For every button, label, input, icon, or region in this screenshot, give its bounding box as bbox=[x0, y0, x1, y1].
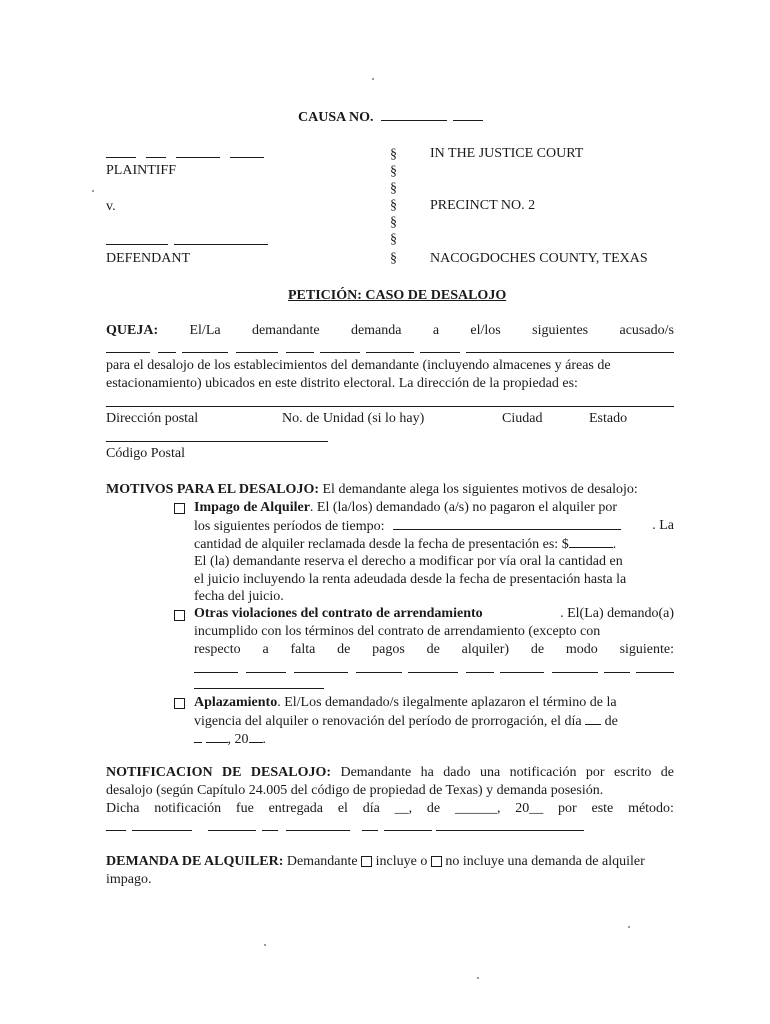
section-mark: § bbox=[390, 215, 397, 230]
speck bbox=[264, 944, 266, 946]
nonpayment-line-4: El (la) demandante reserva el derecho a modificar por vía oral la cantidad en bbox=[194, 554, 623, 569]
notice-line-3: Dicha notificación fue entregada el día __, de ______, 20__ por este método: bbox=[106, 801, 674, 816]
nonpayment-line-5: el juicio incluyendo la renta adeudada desde la fecha de presentación hasta la bbox=[194, 572, 627, 587]
complaint-line-3: estacionamiento) ubicados en este distrito electoral. La dirección de la propiedad es: bbox=[106, 376, 578, 391]
plaintiff-label: PLAINTIFF bbox=[106, 163, 177, 178]
rent-claim-line-1: DEMANDA DE ALQUILER: Demandante incluye o no incluye una demanda de alquiler bbox=[106, 854, 645, 869]
holdover-line-2: vigencia del alquiler o renovación del período de prorrogación, el día de bbox=[194, 714, 618, 729]
violations-line-1: Otras violaciones del contrato de arrendamiento . El(La) demando(a) bbox=[194, 606, 674, 621]
versus-label: v. bbox=[106, 199, 116, 214]
section-mark: § bbox=[390, 232, 397, 247]
court-label: IN THE JUSTICE COURT bbox=[430, 146, 584, 161]
nonpayment-checkbox[interactable] bbox=[174, 503, 185, 514]
section-mark: § bbox=[390, 147, 397, 162]
address-state-label: Estado bbox=[589, 411, 628, 426]
cause-number-label: CAUSA NO. bbox=[298, 108, 483, 127]
nonpayment-line-1: Impago de Alquiler. El (la/los) demandado (a/s) no pagaron el alquiler por bbox=[194, 500, 618, 515]
excludes-rent-checkbox[interactable] bbox=[431, 856, 442, 867]
county-label: NACOGDOCHES COUNTY, TEXAS bbox=[430, 251, 648, 266]
nonpayment-line-2: los siguientes períodos de tiempo: . La bbox=[194, 518, 674, 534]
includes-rent-checkbox[interactable] bbox=[361, 856, 372, 867]
defendant-label: DEFENDANT bbox=[106, 251, 190, 266]
speck bbox=[628, 926, 630, 928]
nonpayment-line-6: fecha del juicio. bbox=[194, 589, 284, 604]
violations-checkbox[interactable] bbox=[174, 610, 185, 621]
petition-title: PETICIÓN: CASO DE DESALOJO bbox=[288, 288, 507, 303]
address-zip-label: Código Postal bbox=[106, 446, 185, 461]
address-street-label: Dirección postal bbox=[106, 411, 199, 426]
rent-claim-line-2: impago. bbox=[106, 872, 152, 887]
address-unit-label: No. de Unidad (si lo hay) bbox=[282, 411, 425, 426]
section-mark: § bbox=[390, 251, 397, 266]
violations-line-2: incumplido con los términos del contrato de arrendamiento (excepto con bbox=[194, 624, 601, 639]
holdover-checkbox[interactable] bbox=[174, 698, 185, 709]
precinct-label: PRECINCT NO. 2 bbox=[430, 198, 536, 213]
holdover-line-3: , 20 . bbox=[194, 730, 266, 749]
speck bbox=[92, 190, 94, 192]
notice-line-2: desalojo (según Capítulo 24.005 del código de propiedad de Texas) y demanda posesión. bbox=[106, 783, 604, 798]
speck bbox=[372, 78, 374, 80]
complaint-line-2: para el desalojo de los establecimientos del demandante (incluyendo almacenes y áreas de bbox=[106, 358, 611, 373]
violations-line-3: respecto a falta de pagos de alquiler) de modo siguiente: bbox=[194, 642, 674, 657]
grounds-heading: MOTIVOS PARA EL DESALOJO: El demandante alega los siguientes motivos de desalojo: bbox=[106, 482, 638, 497]
section-mark: § bbox=[390, 164, 397, 179]
holdover-line-1: Aplazamiento. El/Los demandado/s ilegalmente aplazaron el término de la bbox=[194, 695, 617, 710]
complaint-line-1: QUEJA: El/La demandante demanda a el/los siguientes acusado/s bbox=[106, 323, 674, 338]
address-city-label: Ciudad bbox=[502, 411, 543, 426]
notice-line-1: NOTIFICACION DE DESALOJO: Demandante ha dado una notificación por escrito de bbox=[106, 765, 674, 780]
nonpayment-line-3: cantidad de alquiler reclamada desde la fecha de presentación es: $ . bbox=[194, 537, 617, 552]
speck bbox=[477, 977, 479, 979]
section-mark: § bbox=[390, 198, 397, 213]
section-mark: § bbox=[390, 181, 397, 196]
